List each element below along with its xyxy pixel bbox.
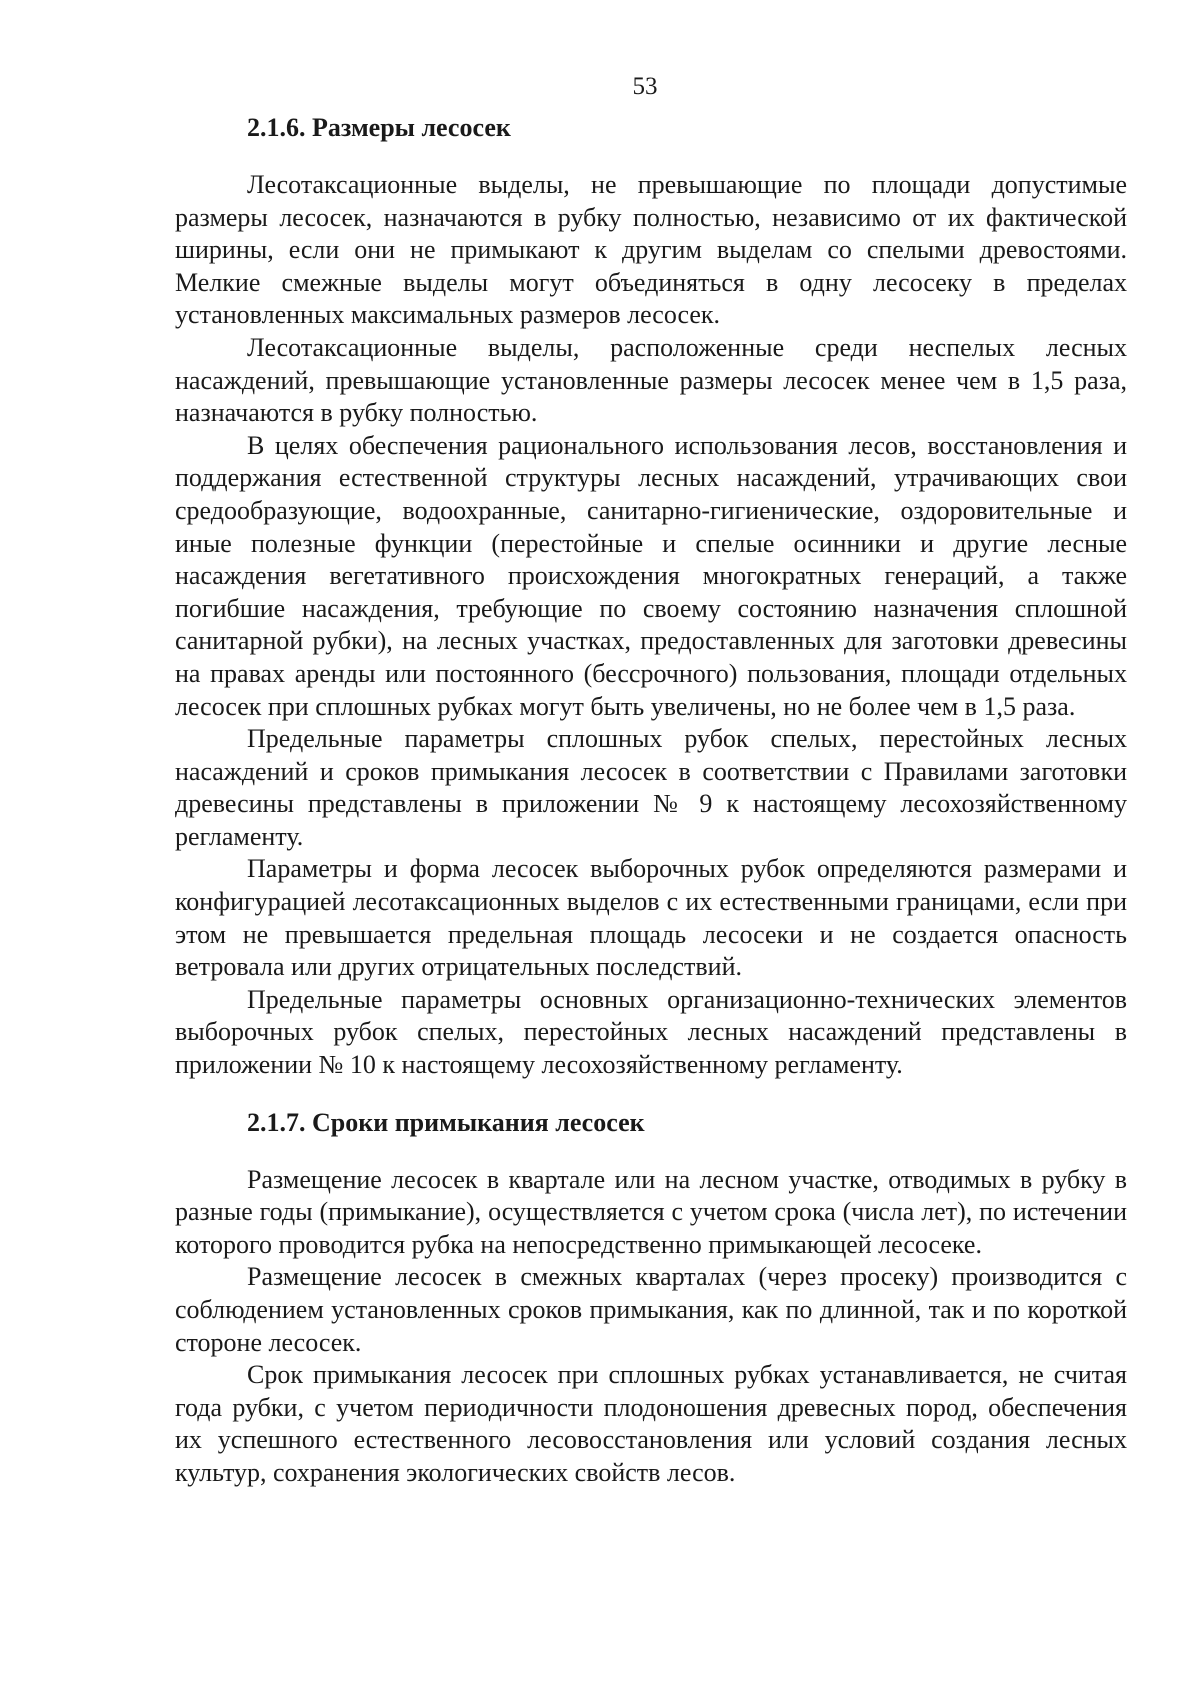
paragraph: В целях обеспечения рационального использования лесов, восстановления и поддержания естественной структуры лесных насаждений, утрачивающих свои средообразующие, водоохранные, санитарно-гигиенические, оздоровительные и иные полезные функции (перестойные и спелые осинники и другие лесные насаждения вегетативного происхождения многократных генераций, а также погибшие насаждения, требующие по своему состоянию назначения сплошной санитарной рубки), на лесных участках, предоставленных для заготовки древесины на правах аренды или постоянного (бессрочного) пользования, площади отдельных лесосек при сплошных рубках могут быть увеличены, но не более чем в 1,5 раза.: [175, 430, 1127, 721]
section-heading-size: 2.1.6. Размеры лесосек: [247, 113, 511, 142]
section-heading-adjacency: 2.1.7. Сроки примыкания лесосек: [247, 1107, 645, 1137]
paragraph: Предельные параметры сплошных рубок спелых, перестойных лесных насаждений и сроков примыкания лесосек в соответствии с Правилами заготовки древесины представлены в приложении № 9 к настоящему лесохозяйственному регламенту.: [175, 724, 1127, 851]
paragraph: Параметры и форма лесосек выборочных рубок определяются размерами и конфигурацией лесотаксационных выделов с их естественными границами, если при этом не превышается предельная площадь лесосеки и не создается опасность ветровала или других отрицательных последствий.: [175, 854, 1127, 982]
paragraph: Срок примыкания лесосек при сплошных рубках устанавливается, не считая года рубки, с учетом периодичности плодоношения древесных пород, обеспечения их успешного естественного лесовосстановления или условий создания лесных культур, сохранения экологических свойств лесов.: [175, 1360, 1127, 1487]
paragraph: Предельные параметры основных организационно-технических элементов выборочных рубок спелых, перестойных лесных насаждений представлены в приложении № 10 к настоящему лесохозяйственному регламенту.: [175, 984, 1127, 1080]
paragraph: Лесотаксационные выделы, расположенные среди неспелых лесных насаждений, превышающие установленные размеры лесосек менее чем в 1,5 раза, назначаются в рубку полностью.: [175, 332, 1127, 428]
page-number: 53: [632, 73, 658, 100]
paragraph: Размещение лесосек в квартале или на лесном участке, отводимых в рубку в разные годы (примыкание), осуществляется с учетом срока (числа лет), по истечении которого проводится рубка на непосредственно примыкающей лесосеке.: [175, 1164, 1127, 1259]
paragraph: Лесотаксационные выделы, не превышающие по площади допустимые размеры лесосек, назначаются в рубку полностью, независимо от их фактической ширины, если они не примыкают к другим выделам со спелыми древостоями. Мелкие смежные выделы могут объединяться в одну лесосеку в пределах установленных максимальных размеров лесосек.: [175, 170, 1127, 330]
paragraph: Размещение лесосек в смежных кварталах (через просеку) производится с соблюдением установленных сроков примыкания, как по длинной, так и по короткой стороне лесосек.: [175, 1262, 1127, 1357]
document-body: [175, 112, 1127, 1490]
